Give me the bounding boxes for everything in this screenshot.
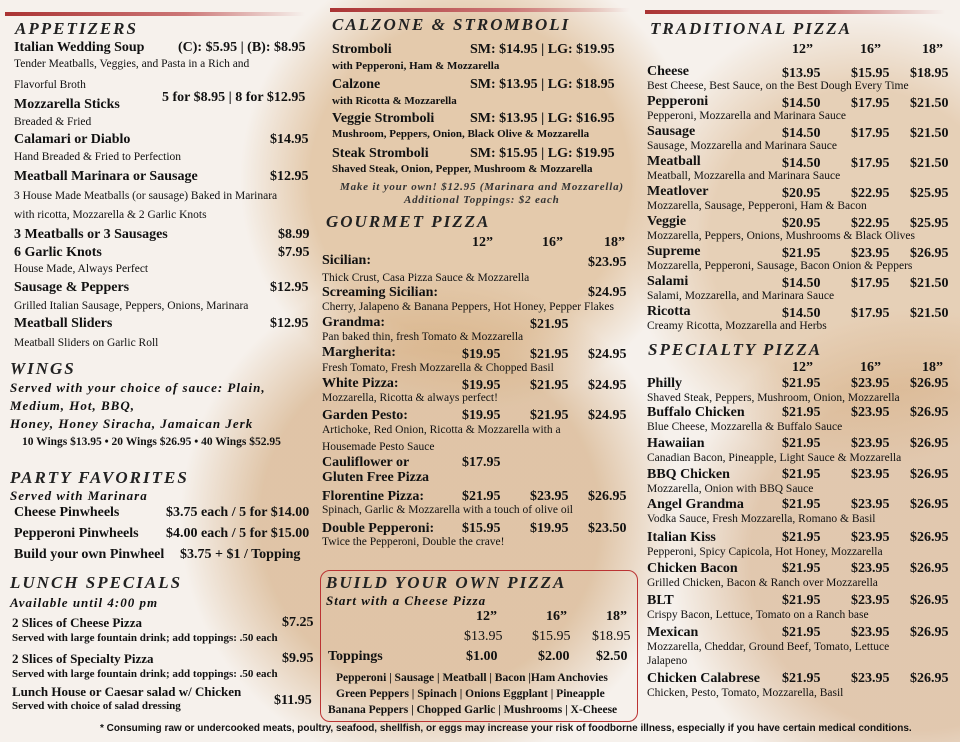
menu-item-name: Salami [647, 274, 689, 289]
menu-item-price: $21.50 [910, 156, 949, 171]
menu-item-price: SM: $13.95 | LG: $18.95 [470, 77, 615, 92]
menu-item-name: Grandma: [322, 315, 385, 330]
menu-item-price: $17.95 [851, 306, 890, 321]
menu-item-price: 5 for $8.95 | 8 for $12.95 [162, 90, 306, 105]
menu-item-name: Florentine Pizza: [322, 489, 424, 504]
menu-item-price: $17.95 [851, 126, 890, 141]
menu-item-name: Meatball Marinara or Sausage [14, 169, 198, 184]
menu-item-price: $21.95 [782, 405, 821, 420]
menu-item-price: $23.95 [851, 405, 890, 420]
toppings-list: Pepperoni | Sausage | Meatball | Bacon |Ham Anchovies [336, 672, 608, 684]
size-header: 16” [860, 360, 881, 375]
menu-item-name: Lunch House or Caesar salad w/ Chicken [12, 684, 242, 699]
toppings-list: Banana Peppers | Chopped Garlic | Mushrooms | X-Cheese [328, 704, 618, 716]
menu-item-name: Chicken Bacon [647, 561, 738, 576]
menu-item-price: $21.95 [782, 671, 821, 686]
menu-item-name: Cauliflower or [322, 455, 410, 470]
menu-item-price: $23.95 [851, 625, 890, 640]
menu-item-price: $21.50 [910, 306, 949, 321]
menu-item-name: Mozzarella Sticks [14, 97, 120, 112]
menu-item-price: $26.95 [910, 436, 949, 451]
menu-item-desc: Grilled Chicken, Bacon & Ranch over Mozzarella [647, 577, 878, 589]
menu-item-price: $21.95 [782, 625, 821, 640]
menu-item-desc: Mushroom, Peppers, Onion, Black Olive & Mozzarella [332, 128, 590, 140]
menu-item-desc: Crispy Bacon, Lettuce, Tomato on a Ranch base [647, 609, 869, 621]
menu-item-name: Gluten Free Pizza [322, 470, 430, 485]
menu-item-name: Calzone [332, 77, 381, 92]
menu-item-price: SM: $15.95 | LG: $19.95 [470, 146, 615, 161]
menu-item-desc: Fresh Tomato, Fresh Mozzarella & Chopped Basil [322, 362, 554, 374]
wings-sauces: Medium, Hot, BBQ, [10, 398, 135, 413]
size-header: 18” [922, 42, 943, 57]
topping-price: $2.00 [538, 649, 570, 664]
base-price: $18.95 [592, 629, 631, 644]
menu-item-desc: Creamy Ricotta, Mozzarella and Herbs [647, 320, 827, 332]
menu-item-price: $26.95 [910, 561, 949, 576]
build-title: BUILD YOUR OWN PIZZA [326, 573, 567, 592]
menu-item-name: Cheese [647, 64, 689, 79]
menu-item-price: $26.95 [910, 593, 949, 608]
menu-item-desc: Shaved Steak, Peppers, Mushroom, Onion, Mozzarella [647, 392, 900, 404]
menu-item-desc: with Ricotta & Mozzarella [332, 95, 457, 107]
menu-item-price: $20.95 [782, 186, 821, 201]
menu-item-desc: Blue Cheese, Mozzarella & Buffalo Sauce [647, 421, 843, 433]
traditional-title: TRADITIONAL PIZZA [650, 19, 852, 38]
menu-item-price: $26.95 [910, 497, 949, 512]
menu-item-name: Mexican [647, 625, 699, 640]
menu-item-name: White Pizza: [322, 376, 399, 391]
menu-item-price: $21.50 [910, 276, 949, 291]
menu-item-name: Supreme [647, 244, 701, 259]
menu-item-desc: Mozzarella, Peppers, Onions, Mushrooms & Black Olives [647, 230, 915, 242]
menu-item-price: $21.95 [782, 376, 821, 391]
size-header: 12” [472, 235, 493, 250]
menu-item-price: $22.95 [851, 216, 890, 231]
menu-item-desc: Pepperoni, Mozzarella and Marinara Sauce [647, 110, 846, 122]
menu-item-name: Pepperoni Pinwheels [14, 526, 139, 541]
size-header: 16” [860, 42, 881, 57]
toppings-list: Green Peppers | Spinach | Onions Eggplant | Pineapple [336, 688, 605, 700]
menu-item-name: Veggie Stromboli [332, 111, 435, 126]
menu-item-name: 3 Meatballs or 3 Sausages [14, 227, 168, 242]
menu-item-name: Sicilian: [322, 253, 372, 268]
menu-item-desc: Salami, Mozzarella, and Marinara Sauce [647, 290, 835, 302]
size-header: 18” [604, 235, 625, 250]
menu-item-name: Double Pepperoni: [322, 521, 435, 536]
size-header: 16” [542, 235, 563, 250]
wings-sauces: Served with your choice of sauce: Plain, [10, 380, 266, 395]
menu-item-name: BBQ Chicken [647, 467, 730, 482]
menu-item-price: SM: $13.95 | LG: $16.95 [470, 111, 615, 126]
menu-item-desc: Tender Meatballs, Veggies, and Pasta in a Rich and [14, 58, 250, 70]
menu-item-price: $12.95 [270, 169, 309, 184]
lunch-specials-sub: Available until 4:00 pm [10, 595, 159, 610]
build-sub: Start with a Cheese Pizza [326, 593, 487, 608]
menu-item-name: 6 Garlic Knots [14, 245, 102, 260]
party-favorites-title: PARTY FAVORITES [10, 468, 189, 487]
menu-item-price: $23.95 [530, 489, 569, 504]
menu-item-price: $3.75 each / 5 for $14.00 [166, 505, 310, 520]
menu-item-desc: Hand Breaded & Fried to Perfection [14, 151, 182, 163]
calzone-note: Make it your own! $12.95 (Marinara and Mozzarella) [340, 181, 624, 193]
menu-item-price: $19.95 [530, 521, 569, 536]
calzone-title: CALZONE & STROMBOLI [332, 15, 571, 34]
menu-item-price: $26.95 [910, 246, 949, 261]
wings-title: WINGS [10, 359, 76, 378]
menu-item-price: $19.95 [462, 408, 501, 423]
divider [330, 8, 630, 12]
menu-item-price: $21.95 [782, 436, 821, 451]
menu-item-price: $14.50 [782, 306, 821, 321]
menu-item-desc: Canadian Bacon, Pineapple, Light Sauce & Mozzarella [647, 452, 902, 464]
menu-item-price: $21.95 [782, 246, 821, 261]
divider [645, 10, 945, 14]
menu-item-price: $24.95 [588, 347, 627, 362]
menu-item-price: $24.95 [588, 285, 627, 300]
menu-item-desc: House Made, Always Perfect [14, 263, 149, 275]
menu-item-desc: Housemade Pesto Sauce [322, 441, 435, 453]
food-safety-disclaimer: * Consuming raw or undercooked meats, poultry, seafood, shellfish, or eggs may increase your risk of foodborne illness, especially if you have certain medical conditions. [100, 723, 912, 734]
menu-item-desc: Grilled Italian Sausage, Peppers, Onions, Marinara [14, 300, 249, 312]
menu-item-desc: Pepperoni, Spicy Capicola, Hot Honey, Mozzarella [647, 546, 883, 558]
menu-item-name: Meatball Sliders [14, 316, 113, 331]
menu-item-price: $21.95 [782, 561, 821, 576]
menu-item-price: $21.95 [462, 489, 501, 504]
menu-item-price: $26.95 [910, 671, 949, 686]
menu-item-price: $12.95 [270, 280, 309, 295]
menu-item-desc: Shaved Steak, Onion, Pepper, Mushroom & Mozzarella [332, 163, 593, 175]
menu-item-price: $19.95 [462, 378, 501, 393]
menu-item-price: $14.50 [782, 276, 821, 291]
menu-item-price: $14.95 [270, 132, 309, 147]
menu-item-desc: Cherry, Jalapeno & Banana Peppers, Hot Honey, Pepper Flakes [322, 301, 615, 313]
menu-item-name: Buffalo Chicken [647, 405, 745, 420]
menu-item-price: $17.95 [851, 96, 890, 111]
menu-item-name: Sausage & Peppers [14, 280, 130, 295]
menu-item-name: Meatball [647, 154, 701, 169]
menu-item-price: $21.95 [782, 593, 821, 608]
menu-item-name: BLT [647, 593, 674, 608]
menu-item-price: $26.95 [910, 376, 949, 391]
menu-item-name: Pepperoni [647, 94, 709, 109]
menu-item-price: $21.95 [530, 347, 569, 362]
menu-item-price: $21.95 [530, 408, 569, 423]
lunch-specials-title: LUNCH SPECIALS [10, 573, 183, 592]
menu-item-price: SM: $14.95 | LG: $19.95 [470, 42, 615, 57]
menu-item-desc: Spinach, Garlic & Mozzarella with a touch of olive oil [322, 504, 574, 516]
menu-item-price: $21.50 [910, 126, 949, 141]
menu-item-desc: Mozzarella, Sausage, Pepperoni, Ham & Bacon [647, 200, 867, 212]
size-header: 12” [476, 609, 497, 624]
menu-item-price: $23.95 [851, 376, 890, 391]
menu-item-desc: Served with large fountain drink; add toppings: .50 each [12, 632, 278, 644]
menu-item-desc: Breaded & Fried [14, 116, 92, 128]
menu-item-name: Veggie [647, 214, 687, 229]
menu-item-desc: Mozzarella, Cheddar, Ground Beef, Tomato, Lettuce [647, 641, 890, 653]
menu-item-desc: Mozzarella, Ricotta & always perfect! [322, 392, 498, 404]
base-price: $15.95 [532, 629, 571, 644]
menu-item-name: Hawaiian [647, 436, 705, 451]
menu-item-price: $9.95 [282, 651, 314, 666]
menu-item-desc: Vodka Sauce, Fresh Mozzarella, Romano & Basil [647, 513, 876, 525]
menu-item-price: $25.95 [910, 186, 949, 201]
menu-item-desc: Pan baked thin, fresh Tomato & Mozzarella [322, 331, 524, 343]
menu-item-name: Margherita: [322, 345, 396, 360]
menu-item-price: $26.95 [910, 530, 949, 545]
menu-item-name: Cheese Pinwheels [14, 505, 120, 520]
menu-item-price: $7.25 [282, 615, 314, 630]
menu-item-name: 2 Slices of Specialty Pizza [12, 651, 154, 666]
menu-item-price: $22.95 [851, 186, 890, 201]
menu-item-price: $23.95 [851, 530, 890, 545]
calzone-note: Additional Toppings: $2 each [404, 194, 560, 206]
menu-item-price: $8.99 [278, 227, 310, 242]
menu-item-name: Philly [647, 376, 683, 391]
menu-item-price: $19.95 [462, 347, 501, 362]
menu-item-price: $26.95 [588, 489, 627, 504]
menu-item-name: Angel Grandma [647, 497, 744, 512]
menu-item-price: $23.95 [851, 593, 890, 608]
appetizers-title: APPETIZERS [15, 19, 138, 38]
topping-price: $2.50 [596, 649, 628, 664]
menu-item-desc: Mozzarella, Onion with BBQ Sauce [647, 483, 814, 495]
menu-item-price: $23.95 [851, 467, 890, 482]
menu-item-name: Screaming Sicilian: [322, 285, 439, 300]
menu-item-price: $23.95 [588, 255, 627, 270]
topping-price: $1.00 [466, 649, 498, 664]
menu-item-name: Calamari or Diablo [14, 132, 131, 147]
menu-item-price: $17.95 [851, 156, 890, 171]
menu-item-desc: Served with large fountain drink; add toppings: .50 each [12, 668, 278, 680]
size-header: 18” [922, 360, 943, 375]
menu-item-price: $13.95 [782, 66, 821, 81]
menu-item-desc: with Pepperoni, Ham & Mozzarella [332, 60, 500, 72]
size-header: 16” [546, 609, 567, 624]
menu-item-price: $14.50 [782, 126, 821, 141]
size-header: 12” [792, 42, 813, 57]
wings-prices: 10 Wings $13.95 • 20 Wings $26.95 • 40 Wings $52.95 [22, 436, 281, 448]
menu-item-desc: Jalapeno [647, 655, 688, 667]
menu-item-name: Chicken Calabrese [647, 671, 760, 686]
menu-item-price: $21.95 [530, 317, 569, 332]
menu-item-desc: Served with choice of salad dressing [12, 700, 181, 712]
menu-item-price: $24.95 [588, 408, 627, 423]
menu-item-price: $12.95 [270, 316, 309, 331]
toppings-label: Toppings [328, 649, 383, 664]
menu-item-price: $23.95 [851, 497, 890, 512]
menu-item-price: $15.95 [851, 66, 890, 81]
menu-item-price: $23.95 [851, 436, 890, 451]
size-header: 18” [606, 609, 627, 624]
menu-item-price: $21.95 [530, 378, 569, 393]
menu-item-price: $4.00 each / 5 for $15.00 [166, 526, 310, 541]
menu-item-price: $21.95 [782, 530, 821, 545]
menu-item-name: Italian Wedding Soup [14, 40, 145, 55]
menu-item-price: $20.95 [782, 216, 821, 231]
menu-item-price: $21.95 [782, 467, 821, 482]
menu-item-name: Garden Pesto: [322, 408, 408, 423]
menu-item-price: $14.50 [782, 156, 821, 171]
menu-item-price: $23.95 [851, 671, 890, 686]
menu-item-price: $14.50 [782, 96, 821, 111]
menu-item-price: $15.95 [462, 521, 501, 536]
menu-item-price: $17.95 [851, 276, 890, 291]
menu-item-name: Stromboli [332, 42, 392, 57]
menu-item-desc: 3 House Made Meatballs (or sausage) Baked in Marinara [14, 190, 278, 202]
menu-item-desc: Thick Crust, Casa Pizza Sauce & Mozzarella [322, 272, 530, 284]
menu-item-name: 2 Slices of Cheese Pizza [12, 615, 142, 630]
menu-item-price: $23.50 [588, 521, 627, 536]
menu-item-desc: Mozzarella, Pepperoni, Sausage, Bacon Onion & Peppers [647, 260, 913, 272]
menu-item-desc: Twice the Pepperoni, Double the crave! [322, 536, 505, 548]
menu-item-price: $25.95 [910, 216, 949, 231]
menu-item-price: $17.95 [462, 455, 501, 470]
menu-item-name: Sausage [647, 124, 696, 139]
menu-item-price: $18.95 [910, 66, 949, 81]
menu-item-name: Meatlover [647, 184, 709, 199]
menu-item-price: $26.95 [910, 405, 949, 420]
menu-item-price: $23.95 [851, 246, 890, 261]
specialty-title: SPECIALTY PIZZA [648, 340, 823, 359]
menu-item-price: (C): $5.95 | (B): $8.95 [178, 40, 306, 55]
menu-item-price: $26.95 [910, 467, 949, 482]
menu-item-price: $21.50 [910, 96, 949, 111]
base-price: $13.95 [464, 629, 503, 644]
menu-item-desc: Chicken, Pesto, Tomato, Mozzarella, Basil [647, 687, 844, 699]
divider [5, 12, 305, 16]
menu-item-price: $3.75 + $1 / Topping [180, 547, 301, 562]
menu-item-desc: Flavorful Broth [14, 79, 86, 91]
wings-sauces: Honey, Honey Siracha, Jamaican Jerk [10, 416, 254, 431]
menu-item-price: $26.95 [910, 625, 949, 640]
menu-item-desc: Sausage, Mozzarella and Marinara Sauce [647, 140, 837, 152]
gourmet-title: GOURMET PIZZA [326, 212, 491, 231]
menu-item-price: $23.95 [851, 561, 890, 576]
menu-item-price: $21.95 [782, 497, 821, 512]
menu-item-desc: with ricotta, Mozzarella & 2 Garlic Knots [14, 209, 207, 221]
menu-item-name: Build your own Pinwheel [14, 547, 165, 562]
menu-item-price: $11.95 [274, 693, 312, 708]
menu-item-price: $7.95 [278, 245, 310, 260]
menu-item-name: Ricotta [647, 304, 691, 319]
menu-item-desc: Artichoke, Red Onion, Ricotta & Mozzarella with a [322, 424, 561, 436]
menu-item-name: Steak Stromboli [332, 146, 429, 161]
size-header: 12” [792, 360, 813, 375]
party-favorites-sub: Served with Marinara [10, 488, 148, 503]
menu-item-desc: Best Cheese, Best Sauce, on the Best Dough Every Time [647, 80, 909, 92]
menu-item-name: Italian Kiss [647, 530, 716, 545]
menu-item-desc: Meatball, Mozzarella and Marinara Sauce [647, 170, 841, 182]
menu-item-price: $24.95 [588, 378, 627, 393]
menu-item-desc: Meatball Sliders on Garlic Roll [14, 337, 159, 349]
